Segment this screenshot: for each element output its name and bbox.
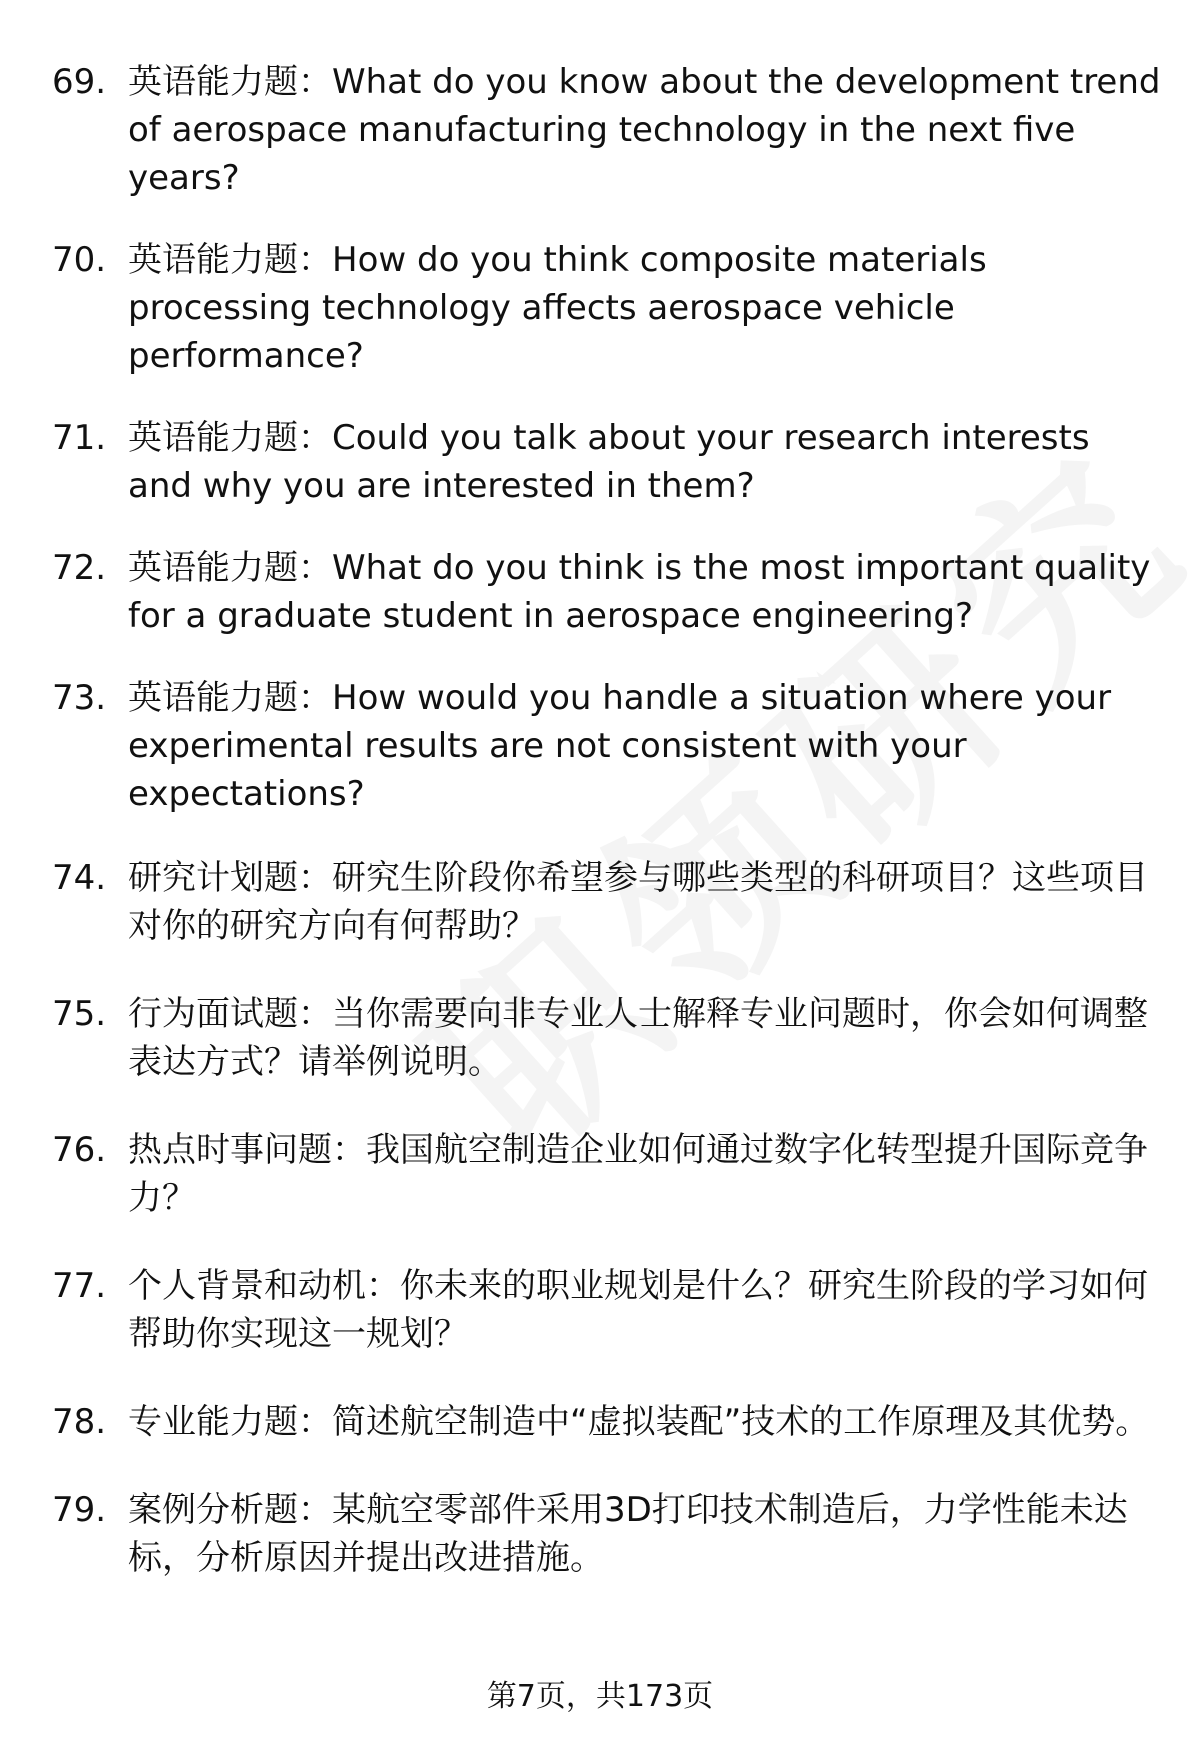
question-text: 研究计划题：研究生阶段你希望参与哪些类型的科研项目？这些项目对你的研究方向有何帮助？ bbox=[128, 858, 1148, 946]
question-text: 行为面试题：当你需要向非专业人士解释专业问题时，你会如何调整表达方式？请举例说明。 bbox=[128, 994, 1148, 1082]
question-number: 74. bbox=[52, 858, 107, 898]
question-item bbox=[52, 674, 1162, 818]
question-item bbox=[52, 1262, 1162, 1358]
question-number: 73. bbox=[52, 678, 107, 718]
question-number: 71. bbox=[52, 418, 107, 458]
question-text: 案例分析题：某航空零部件采用3D打印技术制造后，力学性能未达标，分析原因并提出改进措施。 bbox=[128, 1490, 1128, 1578]
question-text: 英语能力题：Could you talk about your research interests and why you are interested in them? bbox=[128, 418, 1090, 506]
question-number: 69. bbox=[52, 62, 107, 102]
question-text: 英语能力题：How do you think composite materials processing technology affects aerospace vehicle performance? bbox=[128, 240, 987, 376]
question-number: 76. bbox=[52, 1130, 107, 1170]
question-item bbox=[52, 1398, 1162, 1446]
question-item bbox=[52, 58, 1162, 202]
question-item bbox=[52, 236, 1162, 380]
question-number: 78. bbox=[52, 1402, 107, 1442]
question-number: 75. bbox=[52, 994, 107, 1034]
question-number: 72. bbox=[52, 548, 107, 588]
question-list bbox=[52, 58, 1162, 1622]
question-text: 英语能力题：How would you handle a situation where your experimental results are not consistent with your expectations? bbox=[128, 678, 1112, 814]
question-text: 英语能力题：What do you think is the most important quality for a graduate student in aerospace engineering? bbox=[128, 548, 1151, 636]
question-number: 79. bbox=[52, 1490, 107, 1530]
question-number: 70. bbox=[52, 240, 107, 280]
question-text: 英语能力题：What do you know about the development trend of aerospace manufacturing technology in the next five years? bbox=[128, 62, 1161, 198]
question-text: 个人背景和动机：你未来的职业规划是什么？研究生阶段的学习如何帮助你实现这一规划？ bbox=[128, 1266, 1148, 1354]
question-item bbox=[52, 544, 1162, 640]
page-footer: 第7页，共173页 bbox=[486, 1679, 714, 1714]
question-item bbox=[52, 1486, 1162, 1582]
question-item bbox=[52, 990, 1162, 1086]
question-item bbox=[52, 1126, 1162, 1222]
question-item bbox=[52, 854, 1162, 950]
question-number: 77. bbox=[52, 1266, 107, 1306]
question-item bbox=[52, 414, 1162, 510]
question-text: 专业能力题：简述航空制造中“虚拟装配”技术的工作原理及其优势。 bbox=[128, 1402, 1150, 1442]
question-text: 热点时事问题：我国航空制造企业如何通过数字化转型提升国际竞争力？ bbox=[128, 1130, 1148, 1218]
